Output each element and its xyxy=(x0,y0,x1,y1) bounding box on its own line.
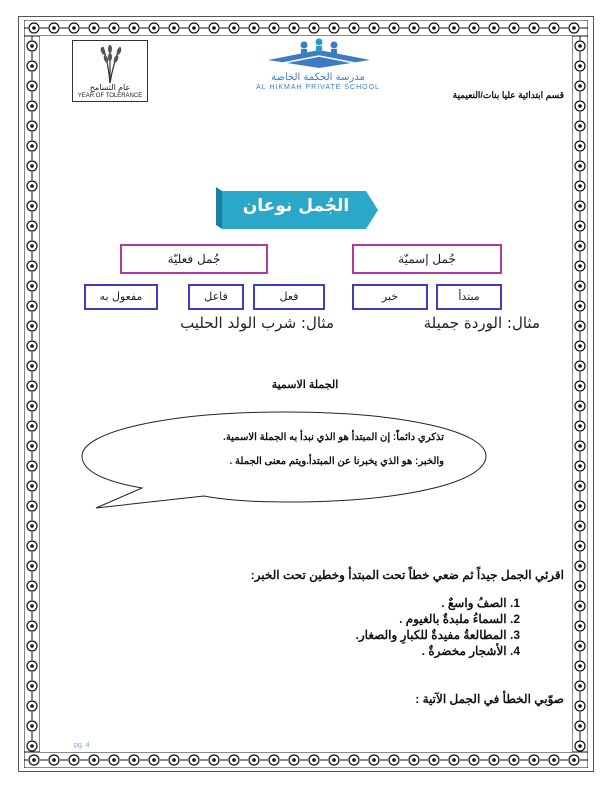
year-of-tolerance-caption xyxy=(72,84,148,102)
page-title: الجُمل نوعان xyxy=(242,196,350,216)
decorative-border-bottom xyxy=(24,752,588,768)
exercise-item: 4. الأشجار مخضرةٌ . xyxy=(421,644,520,658)
caption-ar: عام التسامح xyxy=(89,83,131,92)
school-name-ar: مدرسة الحكمة الخاصة xyxy=(271,72,365,83)
decorative-border-top xyxy=(24,20,588,36)
nominal-example: مثال: الوردة جميلة xyxy=(423,314,540,332)
verb-box: فعل xyxy=(253,284,325,310)
object-box: مفعول به xyxy=(84,284,158,310)
wheat-emblem-icon xyxy=(73,41,147,85)
department-label: قسم ابتدائية عليا بنات/النعيمية xyxy=(452,90,564,100)
subject-verbal-box: فاعل xyxy=(188,284,244,310)
verbal-sentence-box: جُمل فعليّة xyxy=(120,244,268,274)
decorative-border-right xyxy=(572,36,588,752)
note-line-1: تذكري دائماً: إن المبتدأ هو الذي نبدأ به الجملة الاسمية. xyxy=(223,432,444,443)
book-people-emblem-icon xyxy=(208,38,430,74)
page-frame xyxy=(18,16,594,772)
exercise-item: 1. الصفُ واسعٌ . xyxy=(441,596,520,610)
school-name-en: AL HIKMAH PRIVATE SCHOOL xyxy=(256,84,380,91)
page-number: pg. 4 xyxy=(74,742,90,749)
predicate-box: خبر xyxy=(352,284,428,310)
note-line-2: والخبر: هو الذي يخبرنا عن المبتدأ.ويتم معنى الجملة . xyxy=(229,456,444,467)
exercise-item: 3. المطالعةُ مفيدةٌ للكبارِ والصغار. xyxy=(355,628,520,642)
exercise-instruction: اقرئي الجمل جيداً ثم ضعي خطاً تحت المبتدأ وخطين تحت الخبر: xyxy=(250,568,564,582)
exercise-item: 2. السماءُ ملبدةٌ بالغيوم . xyxy=(399,612,520,626)
correction-heading: صوّبي الخطأ في الجمل الآتية : xyxy=(415,692,564,706)
caption-en: YEAR OF TOLERANCE xyxy=(77,93,143,99)
verbal-example: مثال: شرب الولد الحليب xyxy=(180,314,334,332)
subject-nominal-box: مبتدأ xyxy=(436,284,502,310)
section-heading: الجملة الاسمية xyxy=(271,379,339,391)
decorative-border-left xyxy=(24,36,40,752)
nominal-sentence-box: جُمل إسميّة xyxy=(352,244,502,274)
